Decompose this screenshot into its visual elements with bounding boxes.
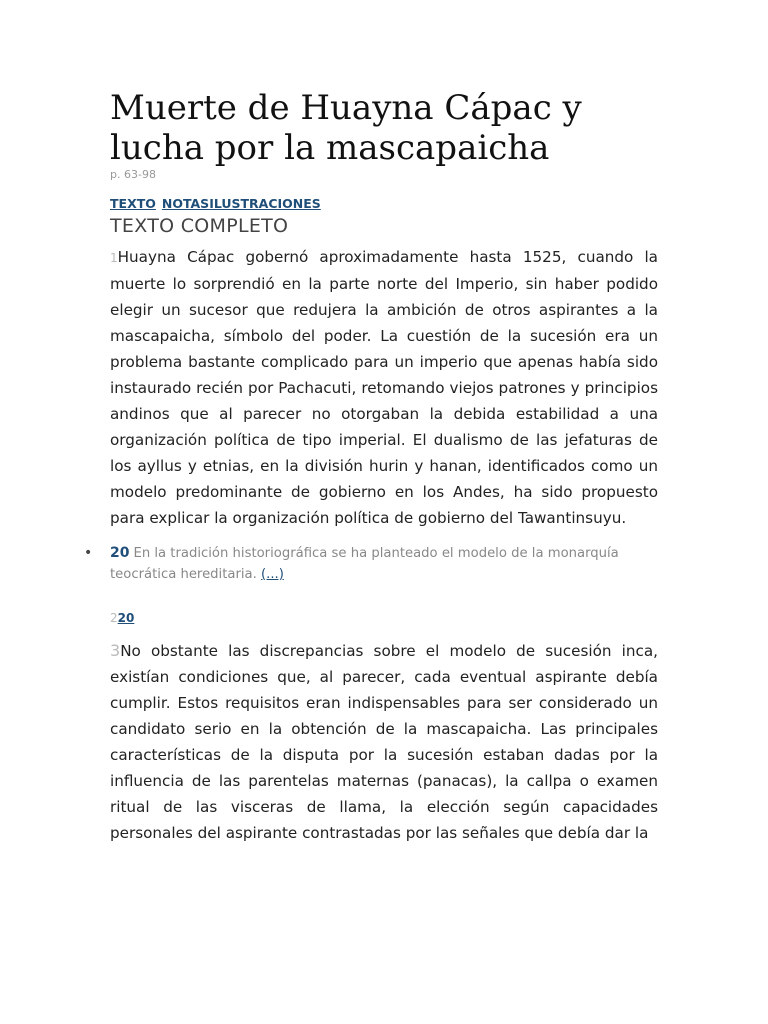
section-heading: TEXTO COMPLETO xyxy=(110,215,289,237)
tab-notas[interactable]: NOTAS xyxy=(161,196,210,211)
content-tabs xyxy=(110,196,658,212)
tab-ilustraciones[interactable]: ILUSTRACIONES xyxy=(209,196,321,211)
paragraph-1 xyxy=(110,244,658,531)
paragraph-2 xyxy=(110,609,658,628)
footnote-more-link[interactable]: (...) xyxy=(261,567,284,582)
paragraph-number: 1 xyxy=(110,251,118,265)
bullet-icon: • xyxy=(84,545,93,561)
paragraph-text: Huayna Cápac gobernó aproximadamente hasta 1525, cuando la muerte lo sorprendió en la parte norte del Imperio, sin haber podido elegir un sucesor que redujera la ambición de otros aspirantes a la mascapaicha, símbolo del poder. La cuestión de la sucesión era un problema bastante complicado para un imperio que apenas había sido instaurado recién por Pachacuti, retomando viejos patrones y principios andinos que al parecer no otorgaban la debida estabilidad a una organización política de tipo imperial. El dualismo de las jefaturas de los ayllus y etnias, en la división hurin y hanan, identificados como un modelo predominante de gobierno en los Andes, ha sido propuesto para explicar la organización política de gobierno del Tawantinsuyu. xyxy=(110,248,658,527)
paragraph-3 xyxy=(110,638,658,846)
article xyxy=(84,88,658,846)
footnote-number: 20 xyxy=(110,545,130,561)
tab-texto[interactable]: TEXTO xyxy=(110,196,156,211)
footnote xyxy=(84,543,658,585)
page-range: p. 63-98 xyxy=(110,168,156,181)
paragraph-number: 3 xyxy=(110,641,121,660)
paragraph-number: 2 xyxy=(110,611,118,625)
footnote-ref-link[interactable]: 20 xyxy=(117,611,135,625)
article-title: Muerte de Huayna Cápac y lucha por la mascapaicha xyxy=(110,88,582,168)
footnote-text: En la tradición historiográfica se ha planteado el modelo de la monarquía teocrática hereditaria. xyxy=(110,546,619,582)
paragraph-text: No obstante las discrepancias sobre el modelo de sucesión inca, existían condiciones que, al parecer, cada eventual aspirante debía cumplir. Estos requisitos eran indispensables para ser considerado un candidato serio en la obtención de la mascapaicha. Las principales características de la disputa por la sucesión estaban dadas por la influencia de las parentelas maternas (panacas), la callpa o examen ritual de las visceras de llama, la elección según capacidades personales del aspirante contrastadas por las señales que debía dar la xyxy=(110,642,658,842)
